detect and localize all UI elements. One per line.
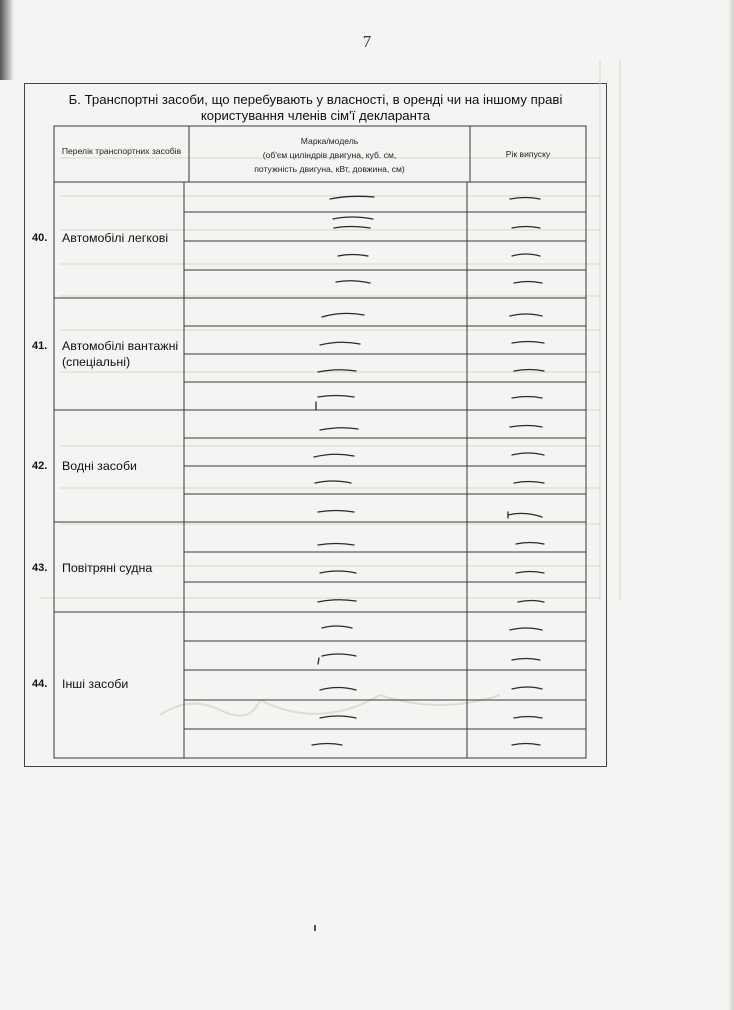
- section-title-line1: Б. Транспортні засоби, що перебувають у власності, в оренді чи на іншому праві: [68, 92, 563, 107]
- row-label-watercraft: [62, 458, 137, 474]
- row-number-41: 41.: [32, 340, 48, 352]
- row-label-other-text: Інші засоби: [62, 677, 129, 691]
- handwritten-dashes-brand: [312, 196, 374, 745]
- row-number-44: 44.: [32, 678, 48, 690]
- header-year-column: Рік випуску: [505, 149, 551, 159]
- row-label-trucks-line1: Автомобілі вантажні: [62, 339, 179, 353]
- row-number-42: 42.: [32, 460, 48, 472]
- header-brand-column: [189, 134, 470, 176]
- section-title-line2: користування членів сім'ї декларанта: [200, 108, 431, 123]
- header-list-column: Перелік транспортних засобів: [61, 146, 182, 156]
- row-label-watercraft-text: Водні засоби: [62, 459, 137, 473]
- row-label-trucks: [62, 338, 178, 370]
- handwritten-dashes-year: [508, 198, 544, 746]
- row-number-40: 40.: [32, 232, 48, 244]
- header-brand-line1: Марка/модель: [300, 136, 359, 146]
- ink-mark: [314, 925, 316, 931]
- row-label-aircraft-text: Повітряні судна: [62, 561, 153, 575]
- row-label-trucks-line2: (спеціальні): [62, 355, 131, 369]
- row-label-other: [62, 676, 128, 692]
- row-label-aircraft: [62, 560, 152, 576]
- page-number: 7: [362, 32, 372, 51]
- header-brand-line2: (об'єм циліндрів двигуна, куб. см,: [262, 150, 397, 160]
- row-number-43: 43.: [32, 562, 48, 574]
- row-label-cars-text: Автомобілі легкові: [62, 231, 169, 245]
- header-brand-line3: потужність двигуна, кВт, довжина, см): [254, 164, 405, 174]
- row-label-cars: [62, 230, 168, 246]
